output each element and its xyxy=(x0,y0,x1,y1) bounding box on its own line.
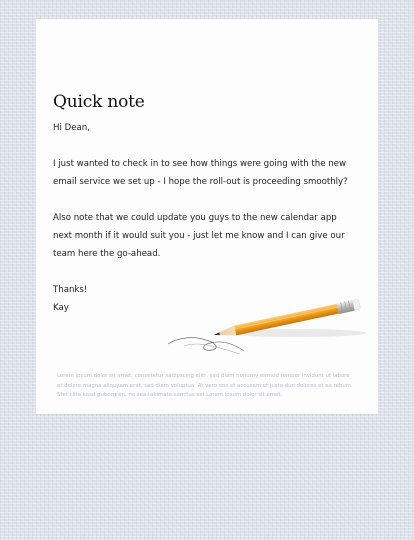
note-card xyxy=(36,19,378,414)
note-paragraph-2: Also note that we could update you guys to the new calendar app next month if it would suit you - just let me know and I can give our team here the go-ahead. xyxy=(53,213,345,259)
footer-text: Lorem ipsum dolor sit amet, consetetur sadipscing elitr, sed diam nonumy eirmod tempor invidunt ut labore et dolore magna aliquyam erat, sed diam voluptua. At vero eos et accusam et justo duo dolores et ea rebum. Stet clita kasd gubergren, no sea takimata sanctus est Lorem ipsum dolor sit amet. xyxy=(57,373,353,398)
note-signature: Kay xyxy=(53,303,69,313)
note-title: Quick note xyxy=(53,92,145,112)
note-body xyxy=(53,119,358,317)
note-greeting: Hi Dean, xyxy=(53,123,90,133)
note-signoff: Thanks! xyxy=(53,285,88,295)
scribble-icon xyxy=(164,334,249,359)
note-paragraph-1: I just wanted to check in to see how things were going with the new email service we set up - I hope the roll-out is proceeding smoothly? xyxy=(53,159,348,187)
